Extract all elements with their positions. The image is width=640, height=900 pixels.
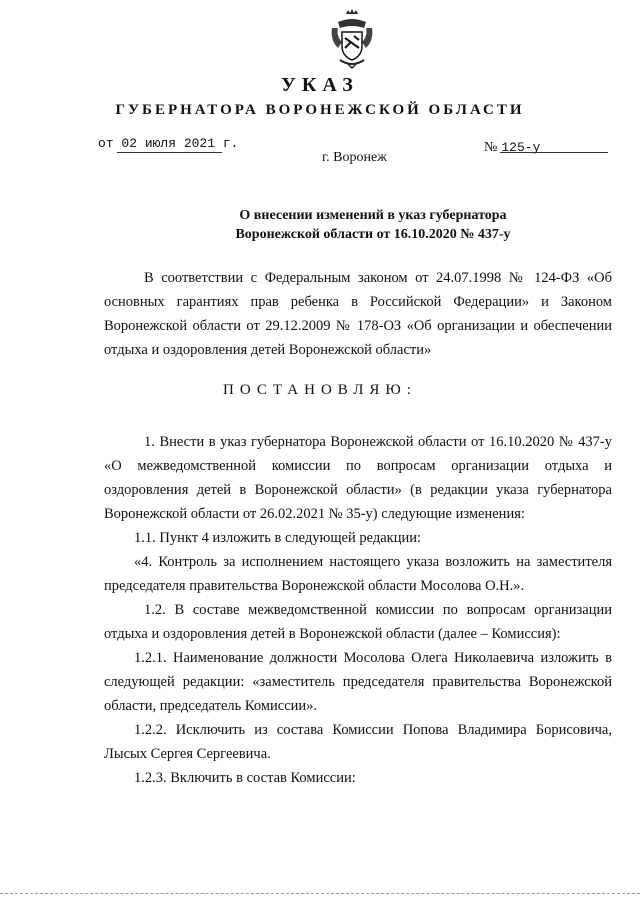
document-number	[484, 138, 540, 156]
item-paragraph: «4. Контроль за исполнением настоящего указа возложить на заместителя председателя правительства Воронежской области Мосолова О.Н.».	[104, 554, 612, 594]
item-paragraph: 1. Внести в указ губернатора Воронежской области от 16.10.2020 № 437-у «О межведомственной комиссии по вопросам организации отдыха и оздоровления детей в Воронежской области» (в редакции указа губернатора Воронежской области от 26.02.2021 № 35-у) следующие изменения:	[104, 434, 612, 522]
items-block	[104, 430, 612, 790]
document-title: УКАЗ	[281, 74, 359, 96]
item-paragraph: 1.2. В составе межведомственной комиссии по вопросам организации отдыха и оздоровления детей в Воронежской области (далее – Комиссия):	[104, 602, 612, 642]
city-label: г. Воронеж	[322, 150, 387, 165]
preamble-paragraph: В соответствии с Федеральным законом от 24.07.1998 № 124-ФЗ «Об основных гарантиях прав ребенка в Российской Федерации» и Законом Воронежской области от 29.12.2009 № 178-ОЗ «Об организации и обеспечении отдыха и оздоровления детей Воронежской области»	[104, 270, 612, 358]
subject-line: О внесении изменений в указ губернатора	[239, 208, 507, 223]
decree-word: ПОСТАНОВЛЯЮ:	[223, 382, 417, 398]
item-paragraph: 1.2.1. Наименование должности Мосолова Олега Николаевича изложить в следующей редакции: «заместитель председателя правительства Воронежской области, председатель Комиссии».	[104, 650, 612, 714]
item-paragraph: 1.2.2. Исключить из состава Комиссии Попова Владимира Борисовича, Лысых Сергея Сергеевича.	[104, 722, 612, 762]
document-subject	[218, 206, 528, 244]
date-suffix: г.	[222, 136, 239, 151]
date-value: 02 июля 2021	[121, 136, 216, 151]
page-bottom-edge	[0, 893, 640, 894]
subject-line: Воронежской области от 16.10.2020 № 437-у	[235, 227, 511, 242]
coat-of-arms-icon	[328, 8, 376, 70]
number-value: 125-у	[501, 140, 541, 155]
date-underline	[117, 152, 222, 153]
item-paragraph: 1.1. Пункт 4 изложить в следующей редакции:	[134, 530, 422, 546]
date-prefix: от	[98, 136, 114, 151]
number-underline	[500, 152, 608, 153]
number-sign: №	[484, 140, 498, 155]
item-paragraph: 1.2.3. Включить в состав Комиссии:	[134, 770, 356, 786]
document-subtitle: ГУБЕРНАТОРА ВОРОНЕЖСКОЙ ОБЛАСТИ	[115, 102, 525, 118]
preamble-block	[104, 266, 612, 362]
document-date	[98, 136, 238, 151]
